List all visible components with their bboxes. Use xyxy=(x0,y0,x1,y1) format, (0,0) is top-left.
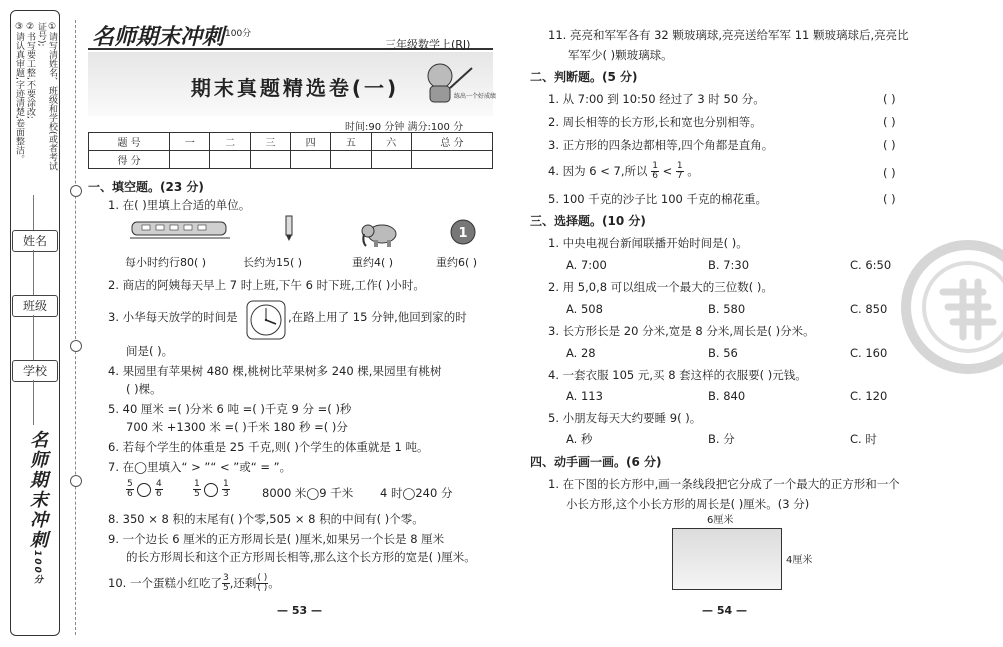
page-number: — 53 — xyxy=(277,604,322,617)
true-false-item: 2. 周长相等的长方形,长和宽也分别相等。 xyxy=(548,115,762,129)
mascot-icon xyxy=(410,58,497,110)
choice-option[interactable]: C. 时 xyxy=(850,432,877,446)
choice-option[interactable]: B. 7:30 xyxy=(708,258,750,272)
question-text: 6. 若每个学生的体重是 25 千克,则( )个学生的体重就是 1 吨。 xyxy=(108,440,429,454)
unit-item: 重约6( ) xyxy=(436,256,478,269)
question-text: 的长方形周长和这个正方形周长相等,那么这个长方形的宽是( )厘米。 xyxy=(126,550,476,564)
name-field-label: 姓名 xyxy=(12,230,58,252)
true-false-item: 3. 正方形的四条边都相等,四个角都是直角。 xyxy=(548,138,774,152)
question-text: 4. 果园里有苹果树 480 棵,桃树比苹果树多 240 棵,果园里有桃树 xyxy=(108,364,442,378)
choice-question: 1. 中央电视台新闻联播开始时间是( )。 xyxy=(548,236,748,250)
cut-line xyxy=(75,20,76,635)
table-cell: 题 号 xyxy=(89,133,170,151)
choice-option[interactable]: C. 6:50 xyxy=(850,258,892,272)
question-text: 1. 在下图的长方形中,画一条线段把它分成了一个最大的正方形和一个 xyxy=(548,477,900,491)
section-title: 三、选择题。(10 分) xyxy=(530,214,646,228)
choice-option[interactable]: A. 秒 xyxy=(566,432,593,446)
table-cell: 一 xyxy=(170,133,210,151)
mascot-text: 练出一个好成绩 xyxy=(454,93,497,100)
question-text: 小长方形,这个小长方形的周长是( )厘米。(3 分) xyxy=(566,497,810,511)
clock-icon xyxy=(246,300,286,340)
score-input-cell[interactable] xyxy=(331,151,371,169)
strip-line xyxy=(33,315,34,360)
choice-option[interactable]: B. 分 xyxy=(708,432,735,446)
question-text: 9. 一个边长 6 厘米的正方形周长是( )厘米,如果另一个长是 8 厘米 xyxy=(108,532,445,546)
page-number: — 54 — xyxy=(702,604,747,617)
table-row xyxy=(89,151,493,169)
grade-label: 三年级数学上(RJ) xyxy=(385,38,471,51)
true-false-item: 4. 因为 6 < 7,所以 $\frac{1}{6}$ < $\frac{1}{7}$ 。 xyxy=(548,161,699,181)
compare-item: 8000 米◯9 千米 xyxy=(262,486,354,500)
train-icon xyxy=(130,218,230,240)
question-text: 5. 40 厘米 =( )分米 6 吨 =( )千克 9 分 =( )秒 xyxy=(108,402,352,416)
score-input-cell[interactable] xyxy=(250,151,290,169)
score-input-cell[interactable] xyxy=(210,151,250,169)
score-input-cell[interactable] xyxy=(411,151,492,169)
question-text: 7. 在◯里填入“ > ”“ < ”或“ = ”。 xyxy=(108,460,292,474)
punch-hole xyxy=(70,475,82,487)
choice-option[interactable]: A. 28 xyxy=(566,346,596,360)
section-title: 一、填空题。(23 分) xyxy=(88,180,204,194)
choice-option[interactable]: C. 120 xyxy=(850,389,888,403)
true-false-item: 5. 100 千克的沙子比 100 千克的棉花重。 xyxy=(548,192,767,206)
table-cell: 得 分 xyxy=(89,151,170,169)
question-text: 2. 商店的阿姨每天早上 7 时上班,下午 6 时下班,工作( )小时。 xyxy=(108,278,425,292)
section-title: 二、判断题。(5 分) xyxy=(530,70,638,84)
punch-hole xyxy=(70,185,82,197)
table-cell: 总 分 xyxy=(411,133,492,151)
choice-option[interactable]: A. 508 xyxy=(566,302,603,316)
true-false-item: 1. 从 7:00 到 10:50 经过了 3 时 50 分。 xyxy=(548,92,765,106)
compare-fractions: $\frac{5}{6}$ $\frac{4}{6}$ xyxy=(127,479,162,499)
answer-blank[interactable]: ( ) xyxy=(883,166,896,180)
score-input-cell[interactable] xyxy=(290,151,330,169)
question-text: ,在路上用了 15 分钟,他回到家的时 xyxy=(288,310,467,324)
section-title: 四、动手画一画。(6 分) xyxy=(530,455,662,469)
strip-line xyxy=(33,380,34,425)
drawing-rectangle[interactable] xyxy=(672,528,782,590)
brand-logo: 名师期末冲刺 xyxy=(92,25,225,50)
question-text: 8. 350 × 8 积的末尾有( )个零,505 × 8 积的中间有( )个零。 xyxy=(108,512,424,526)
strip-line xyxy=(33,195,34,230)
brand-sub: 100分 xyxy=(225,29,252,39)
coin-icon xyxy=(450,219,476,245)
score-table xyxy=(88,132,493,169)
question-text: 3. 小华每天放学的时间是 xyxy=(108,310,238,324)
time-info: 时间:90 分钟 满分:100 分 xyxy=(345,122,464,133)
choice-question: 2. 用 5,0,8 可以组成一个最大的三位数( )。 xyxy=(548,280,773,294)
strip-notes xyxy=(13,22,57,172)
choice-option[interactable]: B. 56 xyxy=(708,346,738,360)
question-text: 军军少( )颗玻璃球。 xyxy=(568,48,673,62)
question-text: ( )棵。 xyxy=(126,382,162,396)
score-input-cell[interactable] xyxy=(170,151,210,169)
table-cell: 五 xyxy=(331,133,371,151)
strip-note: ②书写要工整,不要涂改; xyxy=(25,22,35,119)
question-text: 700 米 +1300 米 =( )千米 180 秒 =( )分 xyxy=(126,420,348,434)
choice-option[interactable]: B. 840 xyxy=(708,389,746,403)
rect-height-label: 4厘米 xyxy=(786,555,813,566)
answer-blank[interactable]: ( ) xyxy=(883,192,896,206)
question-text: 间是( )。 xyxy=(126,344,174,358)
pencil-icon xyxy=(283,216,295,242)
watermark-stamp-icon xyxy=(883,232,1003,382)
punch-hole xyxy=(70,340,82,352)
table-cell: 四 xyxy=(290,133,330,151)
svg-text:1: 1 xyxy=(458,226,468,241)
strip-line xyxy=(33,250,34,295)
strip-note: ③请认真审题,字迹清楚,卷面整洁。 xyxy=(14,22,24,164)
answer-blank[interactable]: ( ) xyxy=(883,138,896,152)
compare-circle[interactable] xyxy=(204,483,218,497)
choice-option[interactable]: A. 7:00 xyxy=(566,258,607,272)
choice-option[interactable]: A. 113 xyxy=(566,389,603,403)
rect-width-label: 6厘米 xyxy=(707,515,734,526)
compare-circle[interactable] xyxy=(137,483,151,497)
table-cell: 六 xyxy=(371,133,411,151)
table-cell: 三 xyxy=(250,133,290,151)
question-text: 1. 在( )里填上合适的单位。 xyxy=(108,198,251,212)
strip-note: ①请写清姓名、班级和学校(或者考试证号); xyxy=(36,22,57,171)
answer-blank[interactable]: ( ) xyxy=(883,92,896,106)
choice-option[interactable]: C. 160 xyxy=(850,346,888,360)
elephant-icon xyxy=(360,222,400,248)
unit-item: 重约4( ) xyxy=(352,256,394,269)
compare-fractions: $\frac{1}{5}$ $\frac{1}{3}$ xyxy=(194,479,229,499)
choice-option[interactable]: C. 850 xyxy=(850,302,888,316)
choice-question: 5. 小朋友每天大约要睡 9( )。 xyxy=(548,411,702,425)
unit-item: 每小时约行80( ) xyxy=(125,256,207,269)
unit-item: 长约为15( ) xyxy=(243,256,303,269)
strip-logo: 名师期末冲刺100分 xyxy=(27,430,48,586)
choice-question: 3. 长方形长是 20 分米,宽是 8 分米,周长是( )分米。 xyxy=(548,324,815,338)
answer-blank[interactable]: ( ) xyxy=(883,115,896,129)
exam-title: 期末真题精选卷(一) xyxy=(190,76,400,100)
table-cell: 二 xyxy=(210,133,250,151)
choice-option[interactable]: B. 580 xyxy=(708,302,746,316)
question-text: 11. 亮亮和军军各有 32 颗玻璃球,亮亮送给军军 11 颗玻璃球后,亮亮比 xyxy=(548,28,909,42)
class-field-label: 班级 xyxy=(12,295,58,317)
question-text: 10. 一个蛋糕小红吃了 $\frac{3}{5}$ ,还剩 $\frac{( )}{( )}$ 。 xyxy=(108,573,280,593)
score-input-cell[interactable] xyxy=(371,151,411,169)
choice-question: 4. 一套衣服 105 元,买 8 套这样的衣服要( )元钱。 xyxy=(548,368,807,382)
table-row xyxy=(89,133,493,151)
compare-item: 4 时◯240 分 xyxy=(380,486,453,500)
school-field-label: 学校 xyxy=(12,360,58,382)
